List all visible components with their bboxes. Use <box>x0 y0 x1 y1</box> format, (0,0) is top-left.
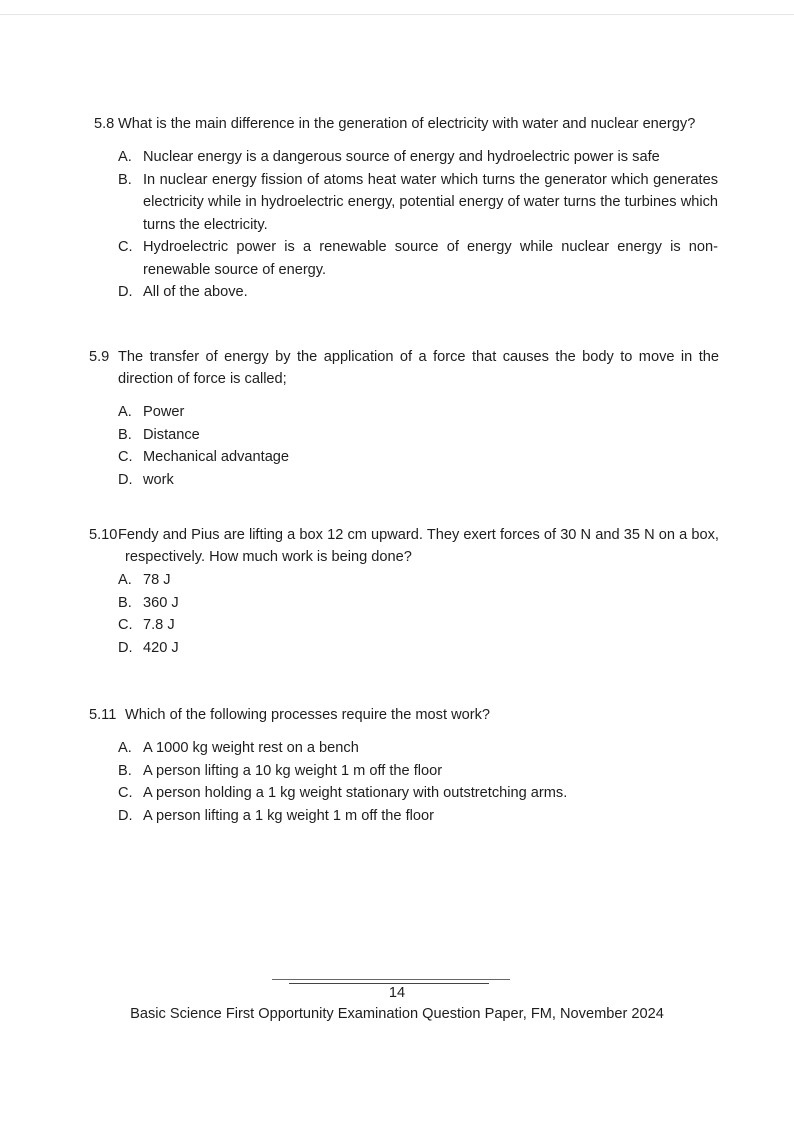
footer-rule <box>289 983 489 984</box>
question-text: The transfer of energy by the application of a force that causes the body to move in the direction of force is called; <box>118 349 719 387</box>
option-letter: D. <box>118 471 133 488</box>
option-text: A person holding a 1 kg weight stationary with outstretching arms. <box>143 785 568 801</box>
option-letter: A. <box>118 740 132 756</box>
option-text: Mechanical advantage <box>143 449 290 465</box>
option-letter: B. <box>118 171 132 188</box>
option-text: In nuclear energy fission of atoms heat water which turns the generator which generates electricity while in hydroelectric energy, potential energy of water turns the turbines which turns the electricity. <box>143 171 718 233</box>
option-a <box>89 569 719 592</box>
question-text: Which of the following processes require the most work? <box>125 707 491 723</box>
question-5-9 <box>89 346 719 491</box>
option-letter: D. <box>118 807 133 824</box>
option-text: 7.8 J <box>143 617 175 633</box>
question-number: 5.11 <box>89 707 117 723</box>
option-letter: B. <box>118 762 132 779</box>
option-text: 420 J <box>143 639 179 656</box>
question-number: 5.9 <box>89 349 110 365</box>
option-letter: B. <box>118 426 132 443</box>
option-letter: C. <box>118 449 133 465</box>
option-letter: A. <box>118 572 132 588</box>
option-a <box>89 146 718 169</box>
option-letter: B. <box>118 594 132 611</box>
option-b <box>89 760 719 783</box>
option-letter: C. <box>118 239 133 255</box>
option-c <box>89 236 718 281</box>
option-text: work <box>143 471 174 488</box>
question-5-8 <box>94 113 718 304</box>
option-text: A person lifting a 10 kg weight 1 m off the floor <box>143 762 443 779</box>
option-d <box>89 637 719 660</box>
option-letter: A. <box>118 404 132 420</box>
option-a <box>89 737 719 760</box>
option-d <box>89 805 719 828</box>
option-text: Hydroelectric power is a renewable source of energy while nuclear energy is non-renewable source of energy. <box>143 239 718 278</box>
option-letter: C. <box>118 785 133 801</box>
option-b <box>89 592 719 615</box>
option-c <box>89 614 719 637</box>
page-number: 14 <box>388 985 406 1001</box>
option-letter: D. <box>118 284 133 300</box>
option-text: Distance <box>143 426 200 443</box>
question-number: 5.8 <box>94 116 115 132</box>
question-text: Fendy and Pius are lifting a box 12 cm upward. They exert forces of 30 N and 35 N on a box, respectively. How much work is being done? <box>118 527 719 565</box>
option-d <box>89 281 718 304</box>
option-letter: C. <box>118 617 133 633</box>
option-text: 78 J <box>143 572 171 588</box>
option-text: All of the above. <box>143 284 248 300</box>
question-number: 5.10 <box>89 527 118 543</box>
option-text: Nuclear energy is a dangerous source of energy and hydroelectric power is safe <box>143 149 660 165</box>
option-c <box>89 446 719 469</box>
option-d <box>89 469 719 492</box>
option-a <box>89 401 719 424</box>
option-text: A person lifting a 1 kg weight 1 m off the floor <box>143 807 434 824</box>
question-5-11 <box>89 704 719 827</box>
option-text: Power <box>143 404 185 420</box>
option-text: 360 J <box>143 594 179 611</box>
question-5-10 <box>89 524 719 659</box>
scan-edge-line <box>0 14 794 15</box>
option-letter: A. <box>118 149 132 165</box>
footer-rule <box>272 979 510 980</box>
footer-caption: Basic Science First Opportunity Examination Question Paper, FM, November 2024 <box>130 1006 664 1022</box>
option-text: A 1000 kg weight rest on a bench <box>143 740 359 756</box>
option-letter: D. <box>118 639 133 656</box>
option-c <box>89 782 719 805</box>
question-text: What is the main difference in the generation of electricity with water and nuclear energy? <box>118 116 696 132</box>
option-b <box>89 424 719 447</box>
option-b <box>89 169 718 237</box>
